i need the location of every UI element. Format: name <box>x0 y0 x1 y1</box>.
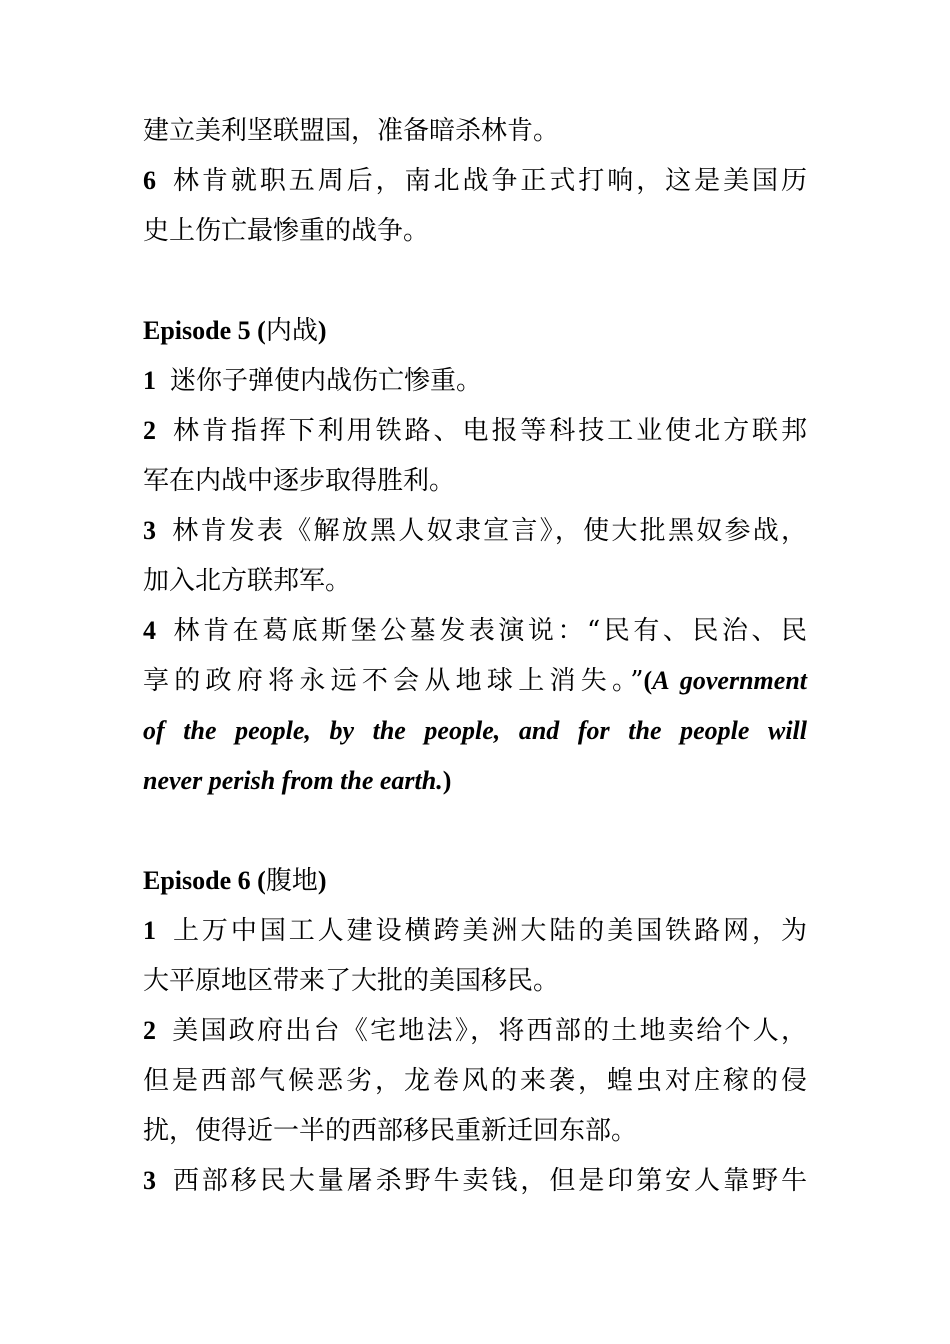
list-item <box>143 406 807 456</box>
heading-subtitle: 内战 <box>265 316 318 346</box>
paragraph-text: 扰，使得近一半的西部移民重新迁回东部。 <box>143 1116 638 1146</box>
text-line <box>143 756 807 806</box>
heading-label: Episode 6 ( <box>143 866 266 895</box>
text-line <box>143 206 807 256</box>
list-item <box>143 156 807 206</box>
paragraph-text: 加入北方联邦军。 <box>143 566 352 596</box>
paragraph-text: 美国政府出台《宅地法》，将西部的土地卖给个人， <box>170 1016 807 1046</box>
text-line <box>143 106 807 156</box>
text-line <box>143 1056 807 1106</box>
item-number: 1 <box>143 366 156 395</box>
paragraph-text: 大平原地区带来了大批的美国移民。 <box>143 966 560 996</box>
paragraph-text: 享的政府将永远不会从地球上消失。” <box>143 666 644 696</box>
item-number: 4 <box>143 616 156 645</box>
paragraph-text: 但是西部气候恶劣，龙卷风的来袭，蝗虫对庄稼的侵 <box>143 1066 807 1096</box>
text-line <box>143 556 807 606</box>
quote-paren-open: ( <box>643 666 653 695</box>
paragraph-text: 林肯发表《解放黑人奴隶宣言》，使大批黑奴参战， <box>170 516 807 546</box>
heading-label: Episode 5 ( <box>143 316 266 345</box>
list-item <box>143 906 807 956</box>
item-number: 3 <box>143 516 156 545</box>
paragraph-text: 林肯在葛底斯堡公墓发表演说：“民有、民治、民 <box>170 616 807 646</box>
list-item <box>143 606 807 656</box>
item-number: 3 <box>143 1166 156 1195</box>
list-item <box>143 356 807 406</box>
document-page <box>143 106 807 1206</box>
quote-text: A government <box>652 666 807 695</box>
text-line <box>143 1106 807 1156</box>
item-number: 6 <box>143 166 156 195</box>
quote-paren-close: ) <box>442 766 452 795</box>
text-line <box>143 956 807 1006</box>
heading-close: ) <box>317 316 327 345</box>
paragraph-text: 军在内战中逐步取得胜利。 <box>143 466 456 496</box>
text-line <box>143 656 807 706</box>
list-item <box>143 1006 807 1056</box>
paragraph-text: 西部移民大量屠杀野牛卖钱，但是印第安人靠野牛 <box>170 1166 807 1196</box>
spacer <box>143 806 807 856</box>
heading-subtitle: 腹地 <box>265 866 318 896</box>
paragraph-text: 林肯指挥下利用铁路、电报等科技工业使北方联邦 <box>170 416 807 446</box>
episode-6-heading <box>143 856 807 906</box>
episode-5-heading <box>143 306 807 356</box>
spacer <box>143 256 807 306</box>
quote-text: of the people, by the people, and for the people will <box>143 716 807 745</box>
heading-close: ) <box>317 866 327 895</box>
item-number: 2 <box>143 416 156 445</box>
paragraph-text: 林肯就职五周后，南北战争正式打响，这是美国历 <box>170 166 807 196</box>
item-number: 2 <box>143 1016 156 1045</box>
text-line <box>143 456 807 506</box>
text-line <box>143 706 807 756</box>
paragraph-text: 迷你子弹使内战伤亡惨重。 <box>170 366 483 396</box>
quote-text: never perish from the earth. <box>143 766 443 795</box>
list-item <box>143 1156 807 1206</box>
item-number: 1 <box>143 916 156 945</box>
paragraph-text: 上万中国工人建设横跨美洲大陆的美国铁路网，为 <box>170 916 807 946</box>
list-item <box>143 506 807 556</box>
paragraph-text: 建立美利坚联盟国，准备暗杀林肯。 <box>143 116 560 146</box>
paragraph-text: 史上伤亡最惨重的战争。 <box>143 216 430 246</box>
